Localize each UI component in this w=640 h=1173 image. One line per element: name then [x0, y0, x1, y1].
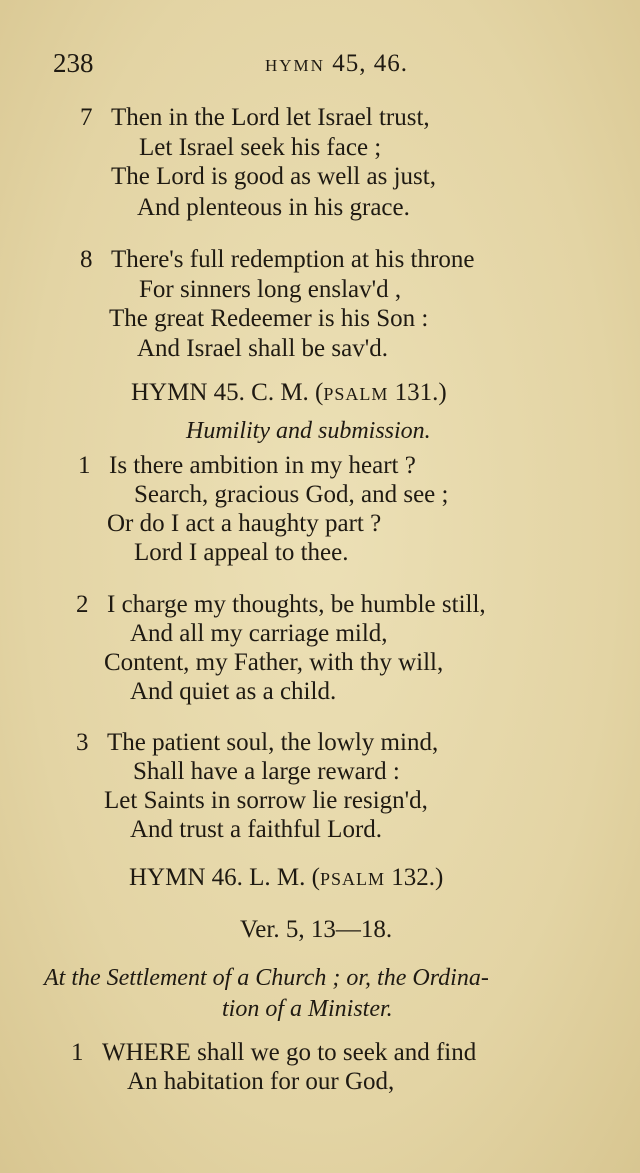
stanza-line: And quiet as a child. [130, 678, 337, 705]
stanza-line: The Lord is good as well as just, [111, 163, 436, 190]
stanza-line: 3 The patient soul, the lowly mind, [76, 729, 439, 756]
stanza-number: 8 [80, 246, 93, 273]
stanza-number: 1 [78, 452, 91, 479]
stanza-line: Shall have a large reward : [133, 758, 400, 785]
stanza-line: Search, gracious God, and see ; [134, 481, 449, 508]
hymn-title: HYMN 46. L. M. (PSALM 132.) [129, 864, 444, 891]
stanza-number: 7 [80, 104, 93, 131]
hymn-occasion: tion of a Minister. [222, 996, 393, 1022]
hymn-occasion: At the Settlement of a Church ; or, the Ordina- [44, 965, 489, 991]
stanza-line: The great Redeemer is his Son : [109, 305, 429, 332]
running-head-word: HYMN [265, 56, 325, 75]
stanza-line: And Israel shall be sav'd. [137, 335, 388, 362]
stanza-line: 2 I charge my thoughts, be humble still, [76, 591, 486, 618]
stanza-line: 8 There's full redemption at his throne [80, 246, 475, 273]
page-number: 238 [53, 48, 94, 78]
stanza-number: 3 [76, 729, 89, 756]
stanza-line: 1 WHERE shall we go to seek and find [71, 1039, 477, 1066]
running-head [265, 50, 408, 78]
stanza-number: 1 [71, 1039, 84, 1066]
stanza-line: And all my carriage mild, [130, 620, 388, 647]
verse-reference: Ver. 5, 13—18. [240, 916, 393, 943]
stanza-line: Or do I act a haughty part ? [107, 510, 382, 537]
stanza-number: 2 [76, 591, 89, 618]
stanza-line: Let Israel seek his face ; [139, 134, 382, 161]
hymn-title: HYMN 45. C. M. (PSALM 131.) [131, 379, 447, 406]
stanza-line: And trust a faithful Lord. [130, 816, 383, 843]
stanza-line: And plenteous in his grace. [137, 194, 410, 221]
stanza-line: Let Saints in sorrow lie resign'd, [104, 787, 428, 814]
stanza-line: 7 Then in the Lord let Israel trust, [80, 104, 430, 131]
stanza-line: For sinners long enslav'd , [139, 276, 402, 303]
running-head-numbers: 45, 46. [332, 50, 408, 77]
stanza-line: An habitation for our God, [127, 1068, 395, 1095]
stanza-line: Lord I appeal to thee. [134, 539, 349, 566]
hymn-subtitle: Humility and submission. [186, 418, 431, 444]
stanza-line: Content, my Father, with thy will, [104, 649, 444, 676]
stanza-line: 1 Is there ambition in my heart ? [78, 452, 416, 479]
